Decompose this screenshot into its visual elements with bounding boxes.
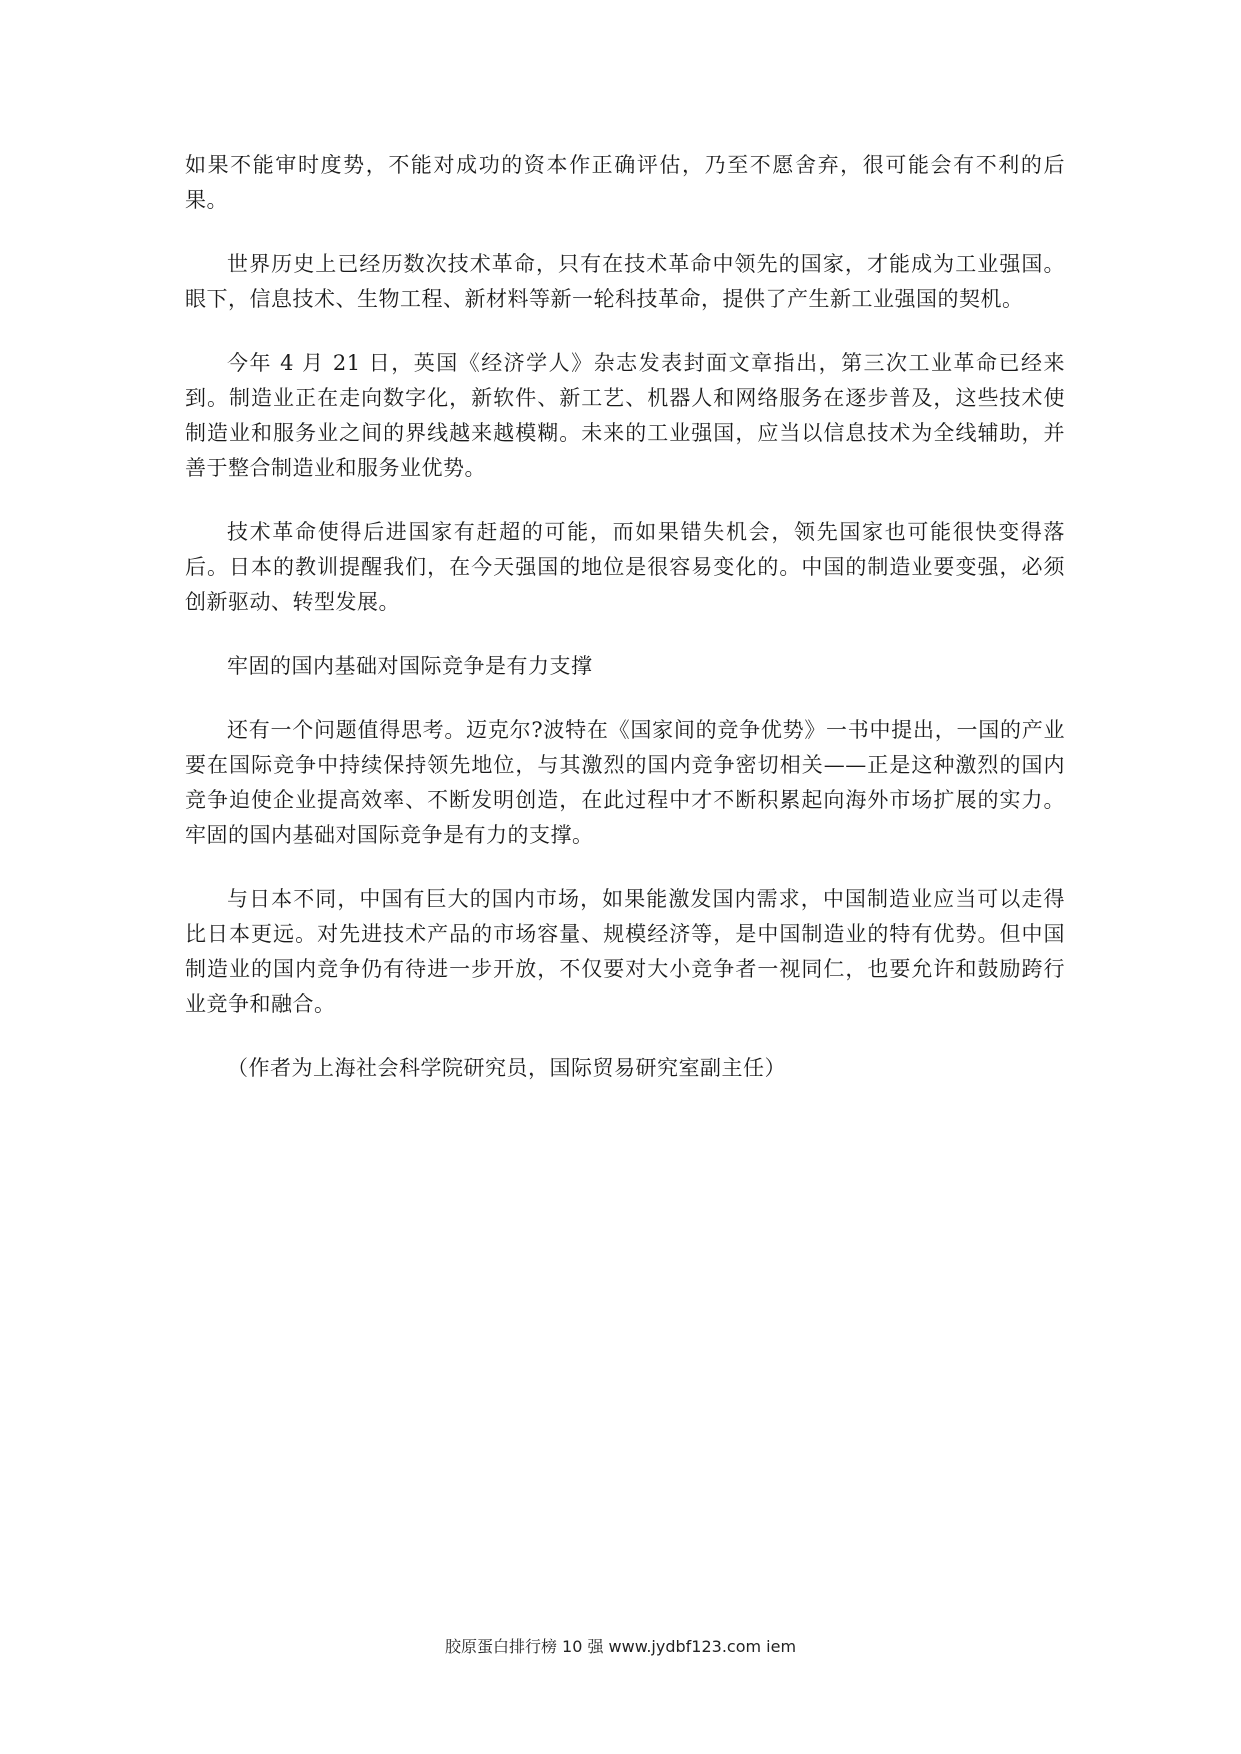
paragraph-1: 如果不能审时度势，不能对成功的资本作正确评估，乃至不愿舍弃，很可能会有不利的后果。 (185, 153, 1065, 212)
page-footer: 胶原蛋白排行榜 10 强 www.jydbf123.com iem (444, 1637, 797, 1656)
section-heading: 牢固的国内基础对国际竞争是有力支撑 (227, 654, 593, 678)
paragraph-2: 世界历史上已经历数次技术革命，只有在技术革命中领先的国家，才能成为工业强国。眼下，信息技术、生物工程、新材料等新一轮科技革命，提供了产生新工业强国的契机。 (185, 252, 1065, 311)
paragraph-3: 今年 4 月 21 日，英国《经济学人》杂志发表封面文章指出，第三次工业革命已经来到。制造业正在走向数字化，新软件、新工艺、机器人和网络服务在逐步普及，这些技术使制造业和服务业之间的界线越来越模糊。未来的工业强国，应当以信息技术为全线辅助，并善于整合制造业和服务业优势。 (185, 351, 1065, 480)
paragraph-6: 与日本不同，中国有巨大的国内市场，如果能激发国内需求，中国制造业应当可以走得比日本更远。对先进技术产品的市场容量、规模经济等，是中国制造业的特有优势。但中国制造业的国内竞争仍有待进一步开放，不仅要对大小竞争者一视同仁，也要允许和鼓励跨行业竞争和融合。 (185, 887, 1065, 1016)
paragraph-5: 还有一个问题值得思考。迈克尔?波特在《国家间的竞争优势》一书中提出，一国的产业要在国际竞争中持续保持领先地位，与其激烈的国内竞争密切相关——正是这种激烈的国内竞争迫使企业提高效率、不断发明创造，在此过程中才不断积累起向海外市场扩展的实力。牢固的国内基础对国际竞争是有力的支撑。 (185, 718, 1065, 847)
article-body (185, 148, 1065, 1115)
paragraph-4: 技术革命使得后进国家有赶超的可能，而如果错失机会，领先国家也可能很快变得落后。日本的教训提醒我们，在今天强国的地位是很容易变化的。中国的制造业要变强，必须创新驱动、转型发展。 (185, 520, 1065, 614)
author-note: （作者为上海社会科学院研究员，国际贸易研究室副主任） (227, 1056, 786, 1080)
